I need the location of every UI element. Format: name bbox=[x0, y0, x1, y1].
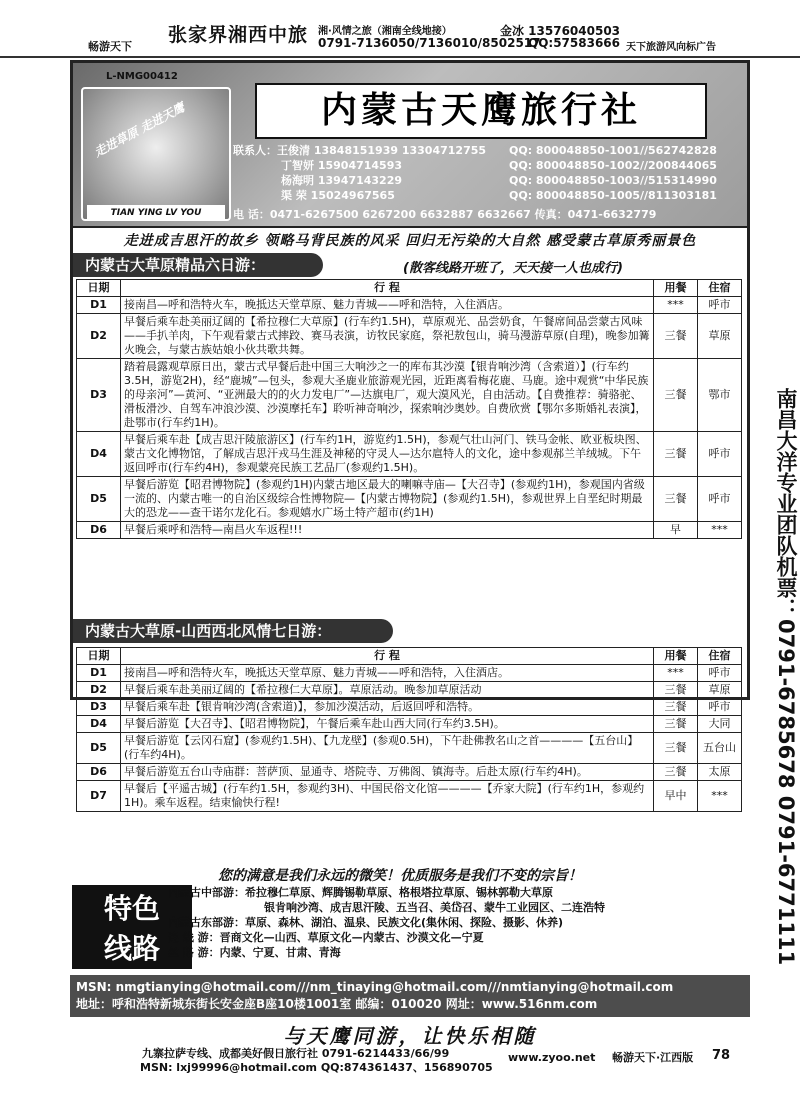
feature-line: 内蒙古中部游：希拉穆仁草原、辉腾锡勒草原、格根塔拉草原、锡林郭勒大草原 bbox=[168, 886, 553, 899]
itinerary-row bbox=[77, 359, 742, 432]
row-itinerary: 早餐后游览【大召寺】、【昭君博物院】，午餐后乘车赴山西大同(行车约3.5H)。 bbox=[121, 716, 654, 733]
qq-line: QQ: 800048850-1003//515314990 bbox=[509, 174, 717, 187]
itinerary-row bbox=[77, 477, 742, 522]
row-stay: 呼市 bbox=[698, 432, 742, 477]
side-ad: 南昌大洋专业团队机票：0791-6785678 0791-6771111 bbox=[774, 388, 798, 966]
tour2-table bbox=[76, 647, 742, 812]
row-day: D3 bbox=[77, 699, 121, 716]
col-meal: 用餐 bbox=[654, 648, 698, 665]
feature-line: 丝 路 游：内蒙、宁夏、甘肃、青海 bbox=[168, 946, 341, 959]
col-itinerary: 行 程 bbox=[121, 280, 654, 297]
row-itinerary: 早餐后游览【昭君博物院】(参观约1H)内蒙古地区最大的喇嘛寺庙—【大召寺】(参观约1H)，参观国内省级一流的、内蒙古唯一的自治区级综合性博物院—【内蒙古博物院】(参观约1.5H)，参观世界上自垩纪时期最大的恐龙——查干诺尔龙化石。参观嬉水广场土特产超市(约1H) bbox=[121, 477, 654, 522]
header-qq: QQ:57583666 bbox=[528, 36, 620, 50]
row-meal: 三餐 bbox=[654, 764, 698, 781]
row-day: D5 bbox=[77, 733, 121, 764]
row-meal: 早中 bbox=[654, 781, 698, 812]
feature-badge-line: 特色 bbox=[103, 892, 160, 925]
contact-line: 联系人：王俊清 13848151939 13304712755 bbox=[233, 144, 487, 157]
col-date: 日期 bbox=[77, 280, 121, 297]
row-day: D6 bbox=[77, 522, 121, 539]
service-slogan: 您的满意是我们永远的微笑！优质服务是我们不变的宗旨！ bbox=[218, 868, 582, 884]
row-day: D4 bbox=[77, 716, 121, 733]
row-itinerary: 早餐后【平遥古城】(行车约1.5H，参观约3H)、中国民俗文化馆————【乔家大院】(行车约1H，参观约1H)。乘车返程。结束愉快行程! bbox=[121, 781, 654, 812]
phone-line: 电 话：0471-6267500 6267200 6632887 6632667 传真：0471-6632779 bbox=[233, 208, 657, 221]
row-itinerary: 早餐后乘呼和浩特—南昌火车返程!!! bbox=[121, 522, 654, 539]
agency-name: 内蒙古天鹰旅行社 bbox=[255, 83, 707, 139]
row-itinerary: 接南昌—呼和浩特火车，晚抵达天堂草原、魅力青城——呼和浩特，入住酒店。 bbox=[121, 297, 654, 314]
qq-line: QQ: 800048850-1001//562742828 bbox=[509, 144, 717, 157]
contact-line: 丁智妍 15904714593 bbox=[281, 159, 403, 172]
col-itinerary: 行 程 bbox=[121, 648, 654, 665]
row-stay: 呼市 bbox=[698, 699, 742, 716]
row-stay: 呼市 bbox=[698, 665, 742, 682]
itinerary-row bbox=[77, 522, 742, 539]
row-day: D1 bbox=[77, 297, 121, 314]
row-meal: 三餐 bbox=[654, 733, 698, 764]
row-meal: 三餐 bbox=[654, 699, 698, 716]
itinerary-row bbox=[77, 764, 742, 781]
closing-tagline: 与天鹰同游，让快乐相随 bbox=[283, 1024, 537, 1048]
contact-line: 渠 荣 15024967565 bbox=[281, 189, 395, 202]
header-right: 天下旅游风向标广告 bbox=[626, 42, 716, 53]
contact-list bbox=[233, 143, 486, 203]
tour1-table bbox=[76, 279, 742, 539]
row-day: D5 bbox=[77, 477, 121, 522]
row-day: D4 bbox=[77, 432, 121, 477]
row-stay: *** bbox=[698, 781, 742, 812]
contact-bar bbox=[70, 975, 750, 1017]
header-left: 畅游天下 bbox=[88, 40, 132, 53]
ad-tagline: 走进成吉思汗的故乡 领略马背民族的风采 回归无污染的大自然 感受蒙古草原秀丽景色 bbox=[123, 233, 697, 249]
row-meal: 三餐 bbox=[654, 682, 698, 699]
address-line: 地址：呼和浩特新城东街长安金座B座10楼1001室 邮编：010020 网址：www.516nm.com bbox=[76, 997, 598, 1011]
row-itinerary: 踏着晨露观草原日出，蒙古式早餐后赴中国三大响沙之一的库布其沙漠【银肯响沙湾（含索道）】(行车约3.5H，游览2H)，经“鹿城”—包头，参观大圣鹿业旅游观光园，近距离看梅花鹿、马鹿。途中观赏“中华民族的母亲河”—黄河、“亚洲最大的的火力发电厂”—达旗电厂，观大漠风光，自由活动。【自费推荐：骑骆驼、滑板滑沙、自驾车冲浪沙漠、沙漠摩托车】聆听神奇响沙，探索响沙奥妙。自费欣赏【鄂尔多斯婚礼表演】，赴鄂市(行车约1H)。 bbox=[121, 359, 654, 432]
msn-line: MSN: nmgtianying@hotmail.com///nm_tinaying@hotmail.com///nmtianying@hotmail.com bbox=[76, 980, 674, 994]
col-meal: 用餐 bbox=[654, 280, 698, 297]
agency-logo bbox=[81, 87, 231, 221]
tour2-title: 内蒙古大草原-山西西北风情七日游： bbox=[73, 619, 393, 643]
page-number: 78 bbox=[712, 1048, 731, 1063]
logo-slogan: 走进草原 走进天鹰 bbox=[91, 100, 187, 160]
row-meal: 三餐 bbox=[654, 477, 698, 522]
row-meal: 三餐 bbox=[654, 359, 698, 432]
footer-line: 九寨拉萨专线、成都美好假日旅行社 0791-6214433/66/99 bbox=[142, 1047, 450, 1060]
col-date: 日期 bbox=[77, 648, 121, 665]
row-stay: 呼市 bbox=[698, 297, 742, 314]
row-itinerary: 早餐后乘车赴美丽辽阔的【希拉穆仁大草原】。草原活动。晚参加草原活动 bbox=[121, 682, 654, 699]
qq-list bbox=[509, 143, 717, 203]
row-itinerary: 早餐后乘车赴【成吉思汗陵旅游区】(行车约1H，游览约1.5H)，参观气壮山河门、铁马金帐、欧亚板块图、蒙古文化博物馆，了解成吉思汗戎马生涯及神秘的守灵人—达尔扈特人的文化，途中参观郝兰羊绒城。下午返回呼市(行车约4H)，参观蒙亮民族工艺品厂(参观约1.5H)。 bbox=[121, 432, 654, 477]
row-stay: 鄂市 bbox=[698, 359, 742, 432]
page-header bbox=[0, 0, 800, 58]
itinerary-row bbox=[77, 314, 742, 359]
itinerary-row bbox=[77, 297, 742, 314]
row-stay: *** bbox=[698, 522, 742, 539]
row-itinerary: 早餐后游览五台山寺庙群：菩萨顶、显通寺、塔院寺、万佛阁、镇海寺。后赴太原(行车约4H)。 bbox=[121, 764, 654, 781]
itinerary-row bbox=[77, 699, 742, 716]
row-day: D1 bbox=[77, 665, 121, 682]
row-itinerary: 接南昌—呼和浩特火车，晚抵达天堂草原、魅力青城——呼和浩特，入住酒店。 bbox=[121, 665, 654, 682]
feature-line: 连 线 游：晋商文化—山西、草原文化—内蒙古、沙漠文化—宁夏 bbox=[168, 931, 484, 944]
logo-text: TIAN YING LV YOU bbox=[87, 205, 225, 221]
ad-code: L-NMG00412 bbox=[106, 71, 178, 82]
row-itinerary: 早餐后游览【云冈石窟】(参观约1.5H)、【九龙壁】(参观0.5H)，下午赴佛教名山之首————【五台山】(行车约4H)。 bbox=[121, 733, 654, 764]
row-meal: 早 bbox=[654, 522, 698, 539]
footer-brand: 畅游天下·江西版 bbox=[612, 1051, 694, 1064]
header-sub2: 0791-7136050/7136010/8502517 bbox=[318, 36, 541, 50]
tour1-title: 内蒙古大草原精品六日游： bbox=[73, 253, 323, 277]
itinerary-row bbox=[77, 682, 742, 699]
row-day: D7 bbox=[77, 781, 121, 812]
row-meal: 三餐 bbox=[654, 716, 698, 733]
itinerary-row bbox=[77, 432, 742, 477]
header-sub1: 湘·风情之旅（湘南全线地接） bbox=[318, 26, 452, 37]
row-day: D2 bbox=[77, 682, 121, 699]
feature-lines bbox=[168, 885, 605, 960]
feature-line: 银肯响沙湾、成吉思汗陵、五当召、美岱召、蒙牛工业园区、二连浩特 bbox=[264, 901, 605, 914]
row-itinerary: 早餐后乘车赴【银肯响沙湾(含索道)】，参加沙漠活动，后返回呼和浩特。 bbox=[121, 699, 654, 716]
agency-ad bbox=[70, 60, 750, 809]
row-day: D6 bbox=[77, 764, 121, 781]
itinerary-row bbox=[77, 716, 742, 733]
qq-line: QQ: 800048850-1005//811303181 bbox=[509, 189, 717, 202]
header-contact: 金冰 13576040503 bbox=[500, 24, 621, 38]
row-meal: 三餐 bbox=[654, 432, 698, 477]
row-stay: 草原 bbox=[698, 682, 742, 699]
feature-badge-line: 线路 bbox=[103, 932, 160, 965]
row-meal: 三餐 bbox=[654, 314, 698, 359]
row-day: D3 bbox=[77, 359, 121, 432]
feature-line: 内蒙古东部游：草原、森林、湖泊、温泉、民族文化(集休闲、探险、摄影、休养) bbox=[168, 916, 564, 929]
row-stay: 草原 bbox=[698, 314, 742, 359]
row-itinerary: 早餐后乘车赴美丽辽阔的【希拉穆仁大草原】(行车约1.5H)，草原观光、品尝奶食，午餐席间品尝蒙古风味——手扒羊肉，下午观看蒙古式摔跤、赛马表演，访牧民家庭，祭祀敖包山，骑马漫游草原(自理)，晚参加篝火晚会，与蒙古族姑娘小伙共歌共舞。 bbox=[121, 314, 654, 359]
header-brand: 张家界湘西中旅 bbox=[168, 24, 309, 46]
row-stay: 五台山 bbox=[698, 733, 742, 764]
tour1-note: (散客线路开班了，天天接一人也成行) bbox=[403, 261, 623, 276]
qq-line: QQ: 800048850-1002//200844065 bbox=[509, 159, 717, 172]
footer-line: MSN: lxj99996@hotmail.com QQ:874361437、156890705 bbox=[140, 1061, 493, 1074]
row-meal: *** bbox=[654, 297, 698, 314]
row-day: D2 bbox=[77, 314, 121, 359]
col-stay: 住宿 bbox=[698, 648, 742, 665]
footer-site: www.zyoo.net bbox=[508, 1051, 596, 1064]
itinerary-row bbox=[77, 733, 742, 764]
contact-line: 杨海明 13947143229 bbox=[281, 174, 403, 187]
col-stay: 住宿 bbox=[698, 280, 742, 297]
agency-banner bbox=[73, 63, 747, 228]
row-meal: *** bbox=[654, 665, 698, 682]
row-stay: 太原 bbox=[698, 764, 742, 781]
row-stay: 呼市 bbox=[698, 477, 742, 522]
itinerary-row bbox=[77, 781, 742, 812]
row-stay: 大同 bbox=[698, 716, 742, 733]
itinerary-row bbox=[77, 665, 742, 682]
